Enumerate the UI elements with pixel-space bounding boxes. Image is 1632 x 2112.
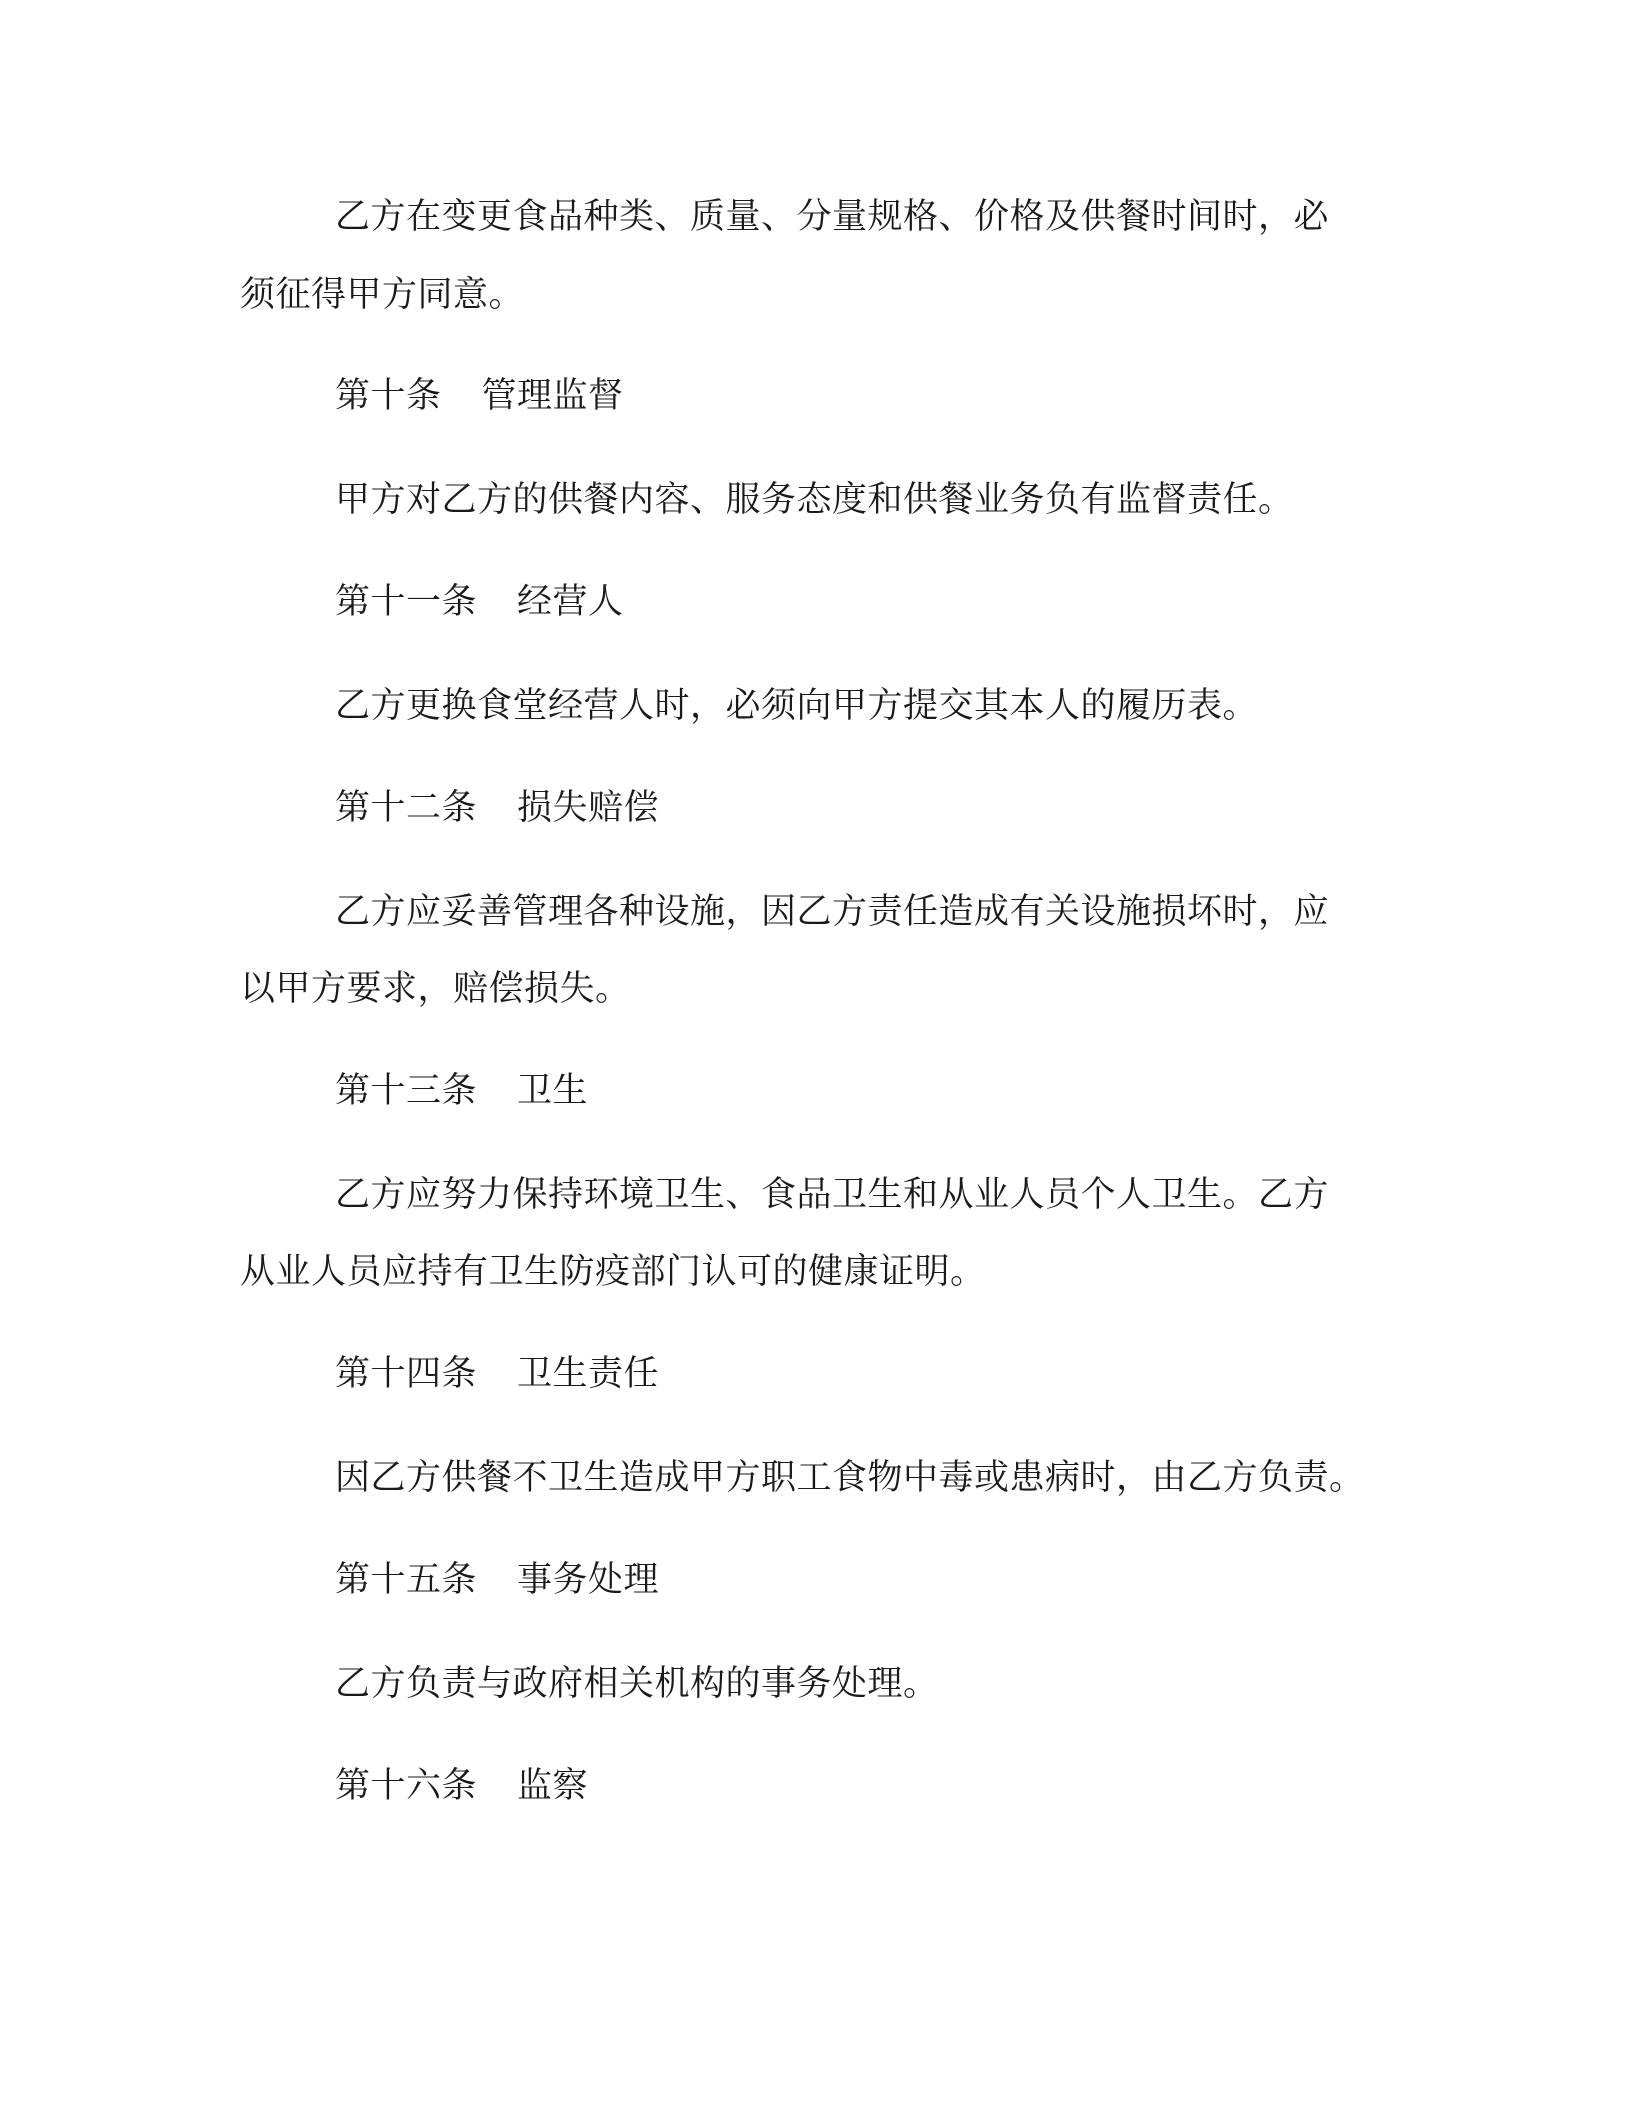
para-5-line-1: 乙方应努力保持环境卫生、食品卫生和从业人员个人卫生。乙方 bbox=[335, 1175, 1330, 1215]
para-4-line-1: 乙方应妥善管理各种设施，因乙方责任造成有关设施损坏时，应 bbox=[335, 892, 1330, 932]
article-11-title: 经营人 bbox=[517, 582, 624, 622]
article-15-heading bbox=[335, 1558, 1535, 1602]
para-5-line-2: 从业人员应持有卫生防疫部门认可的健康证明。 bbox=[240, 1252, 986, 1292]
article-16-heading bbox=[335, 1764, 1535, 1808]
article-12-heading bbox=[335, 786, 1535, 830]
para-3-line-1: 乙方更换食堂经营人时，必须向甲方提交其本人的履历表。 bbox=[335, 686, 1259, 726]
article-15-title: 事务处理 bbox=[517, 1560, 660, 1600]
article-10-heading bbox=[335, 374, 1535, 418]
article-13-title: 卫生 bbox=[517, 1071, 589, 1111]
article-13-number: 第十三条 bbox=[335, 1071, 478, 1111]
article-10-number: 第十条 bbox=[335, 376, 442, 416]
article-11-number: 第十一条 bbox=[335, 582, 478, 622]
article-10-title: 管理监督 bbox=[481, 376, 624, 416]
article-12-title: 损失赔偿 bbox=[517, 788, 660, 828]
article-12-number: 第十二条 bbox=[335, 788, 478, 828]
para-2-line-1: 甲方对乙方的供餐内容、服务态度和供餐业务负有监督责任。 bbox=[335, 480, 1294, 520]
article-16-number: 第十六条 bbox=[335, 1766, 478, 1806]
article-11-heading bbox=[335, 580, 1535, 624]
article-14-title: 卫生责任 bbox=[517, 1354, 660, 1394]
article-16-title: 监察 bbox=[517, 1766, 589, 1806]
article-13-heading bbox=[335, 1069, 1535, 1113]
article-14-heading bbox=[335, 1352, 1535, 1396]
para-1-line-2: 须征得甲方同意。 bbox=[240, 275, 525, 315]
article-15-number: 第十五条 bbox=[335, 1560, 478, 1600]
para-1-line-1: 乙方在变更食品种类、质量、分量规格、价格及供餐时间时，必 bbox=[335, 197, 1330, 237]
para-7-line-1: 乙方负责与政府相关机构的事务处理。 bbox=[335, 1664, 939, 1704]
para-6-line-1: 因乙方供餐不卫生造成甲方职工食物中毒或患病时，由乙方负责。 bbox=[335, 1458, 1365, 1498]
article-14-number: 第十四条 bbox=[335, 1354, 478, 1394]
para-4-line-2: 以甲方要求，赔偿损失。 bbox=[240, 969, 631, 1009]
